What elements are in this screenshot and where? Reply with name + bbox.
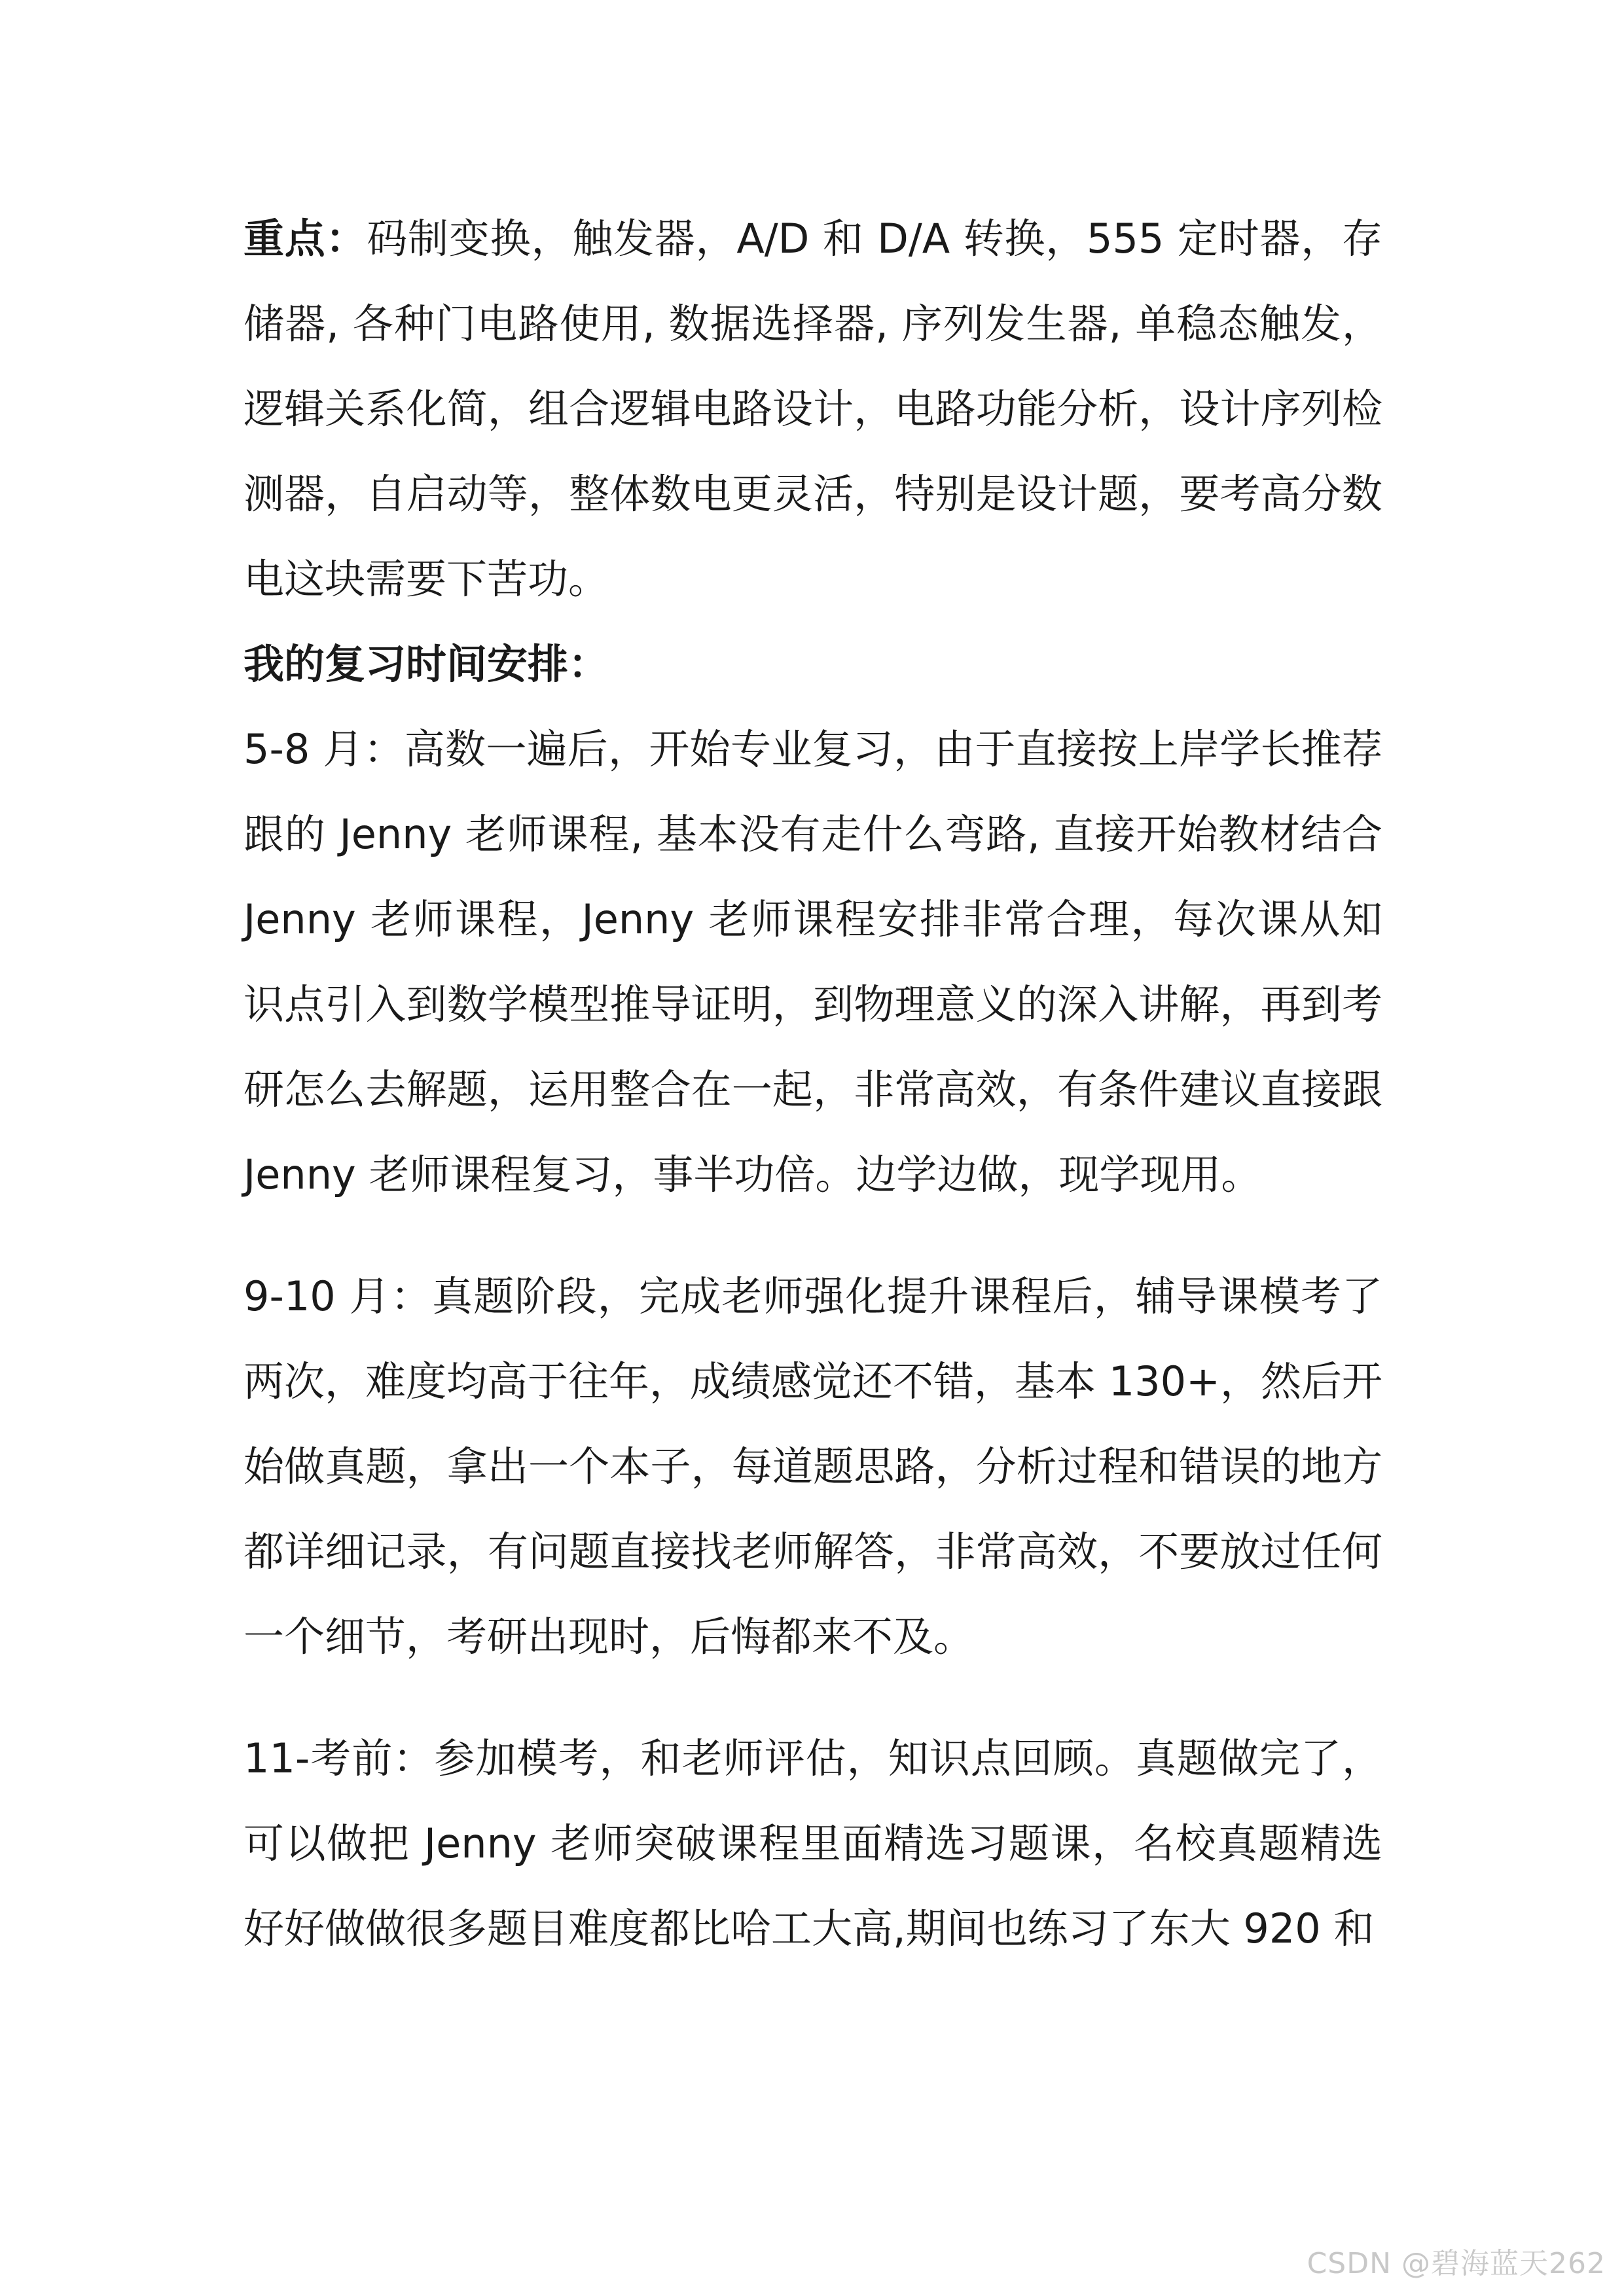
paragraph-spacer: [244, 1679, 1382, 1716]
focus-label: 重点：: [244, 215, 367, 262]
schedule-paragraph-sep-oct: 9-10 月：真题阶段，完成老师强化提升课程后，辅导课模考了两次，难度均高于往年，成绩感觉还不错，基本 130+，然后开始做真题，拿出一个本子，每道题思路，分析过程和错误的地方都详细记录，有问题直接找老师解答，非常高效，不要放过任何一个细节，考研出现时，后悔都来不及。: [244, 1272, 1382, 1660]
schedule-heading: 我的复习时间安排：: [244, 640, 609, 688]
focus-text: 码制变换，触发器，A/D 和 D/A 转换，555 定时器，存储器, 各种门电路使用, 数据选择器, 序列发生器, 单稳态触发，逻辑关系化简，组合逻辑电路设计，电路功能分析，设计序列检测器，自启动等，整体数电更灵活，特别是设计题，要考高分数电这块需要下苦功。: [244, 215, 1382, 603]
csdn-watermark: CSDN @碧海蓝天262: [1307, 2247, 1606, 2280]
document-body: [244, 196, 1382, 1971]
paragraph-spacer: [244, 1217, 1382, 1254]
schedule-paragraph-nov-exam: 11-考前：参加模考，和老师评估，知识点回顾。真题做完了，可以做把 Jenny 老师突破课程里面精选习题课，名校真题精选好好做做很多题目难度都比哈工大高,期间也练习了东大 920 和: [244, 1734, 1382, 1952]
focus-paragraph: [244, 196, 1382, 622]
schedule-paragraph-may-aug: 5-8 月：高数一遍后，开始专业复习，由于直接按上岸学长推荐跟的 Jenny 老师课程, 基本没有走什么弯路, 直接开始教材结合 Jenny 老师课程，Jenny 老师课程安排非常合理，每次课从知识点引入到数学模型推导证明，到物理意义的深入讲解，再到考研怎么去解题，运用整合在一起，非常高效，有条件建议直接跟 Jenny 老师课程复习，事半功倍。边学边做，现学现用。: [244, 725, 1382, 1198]
